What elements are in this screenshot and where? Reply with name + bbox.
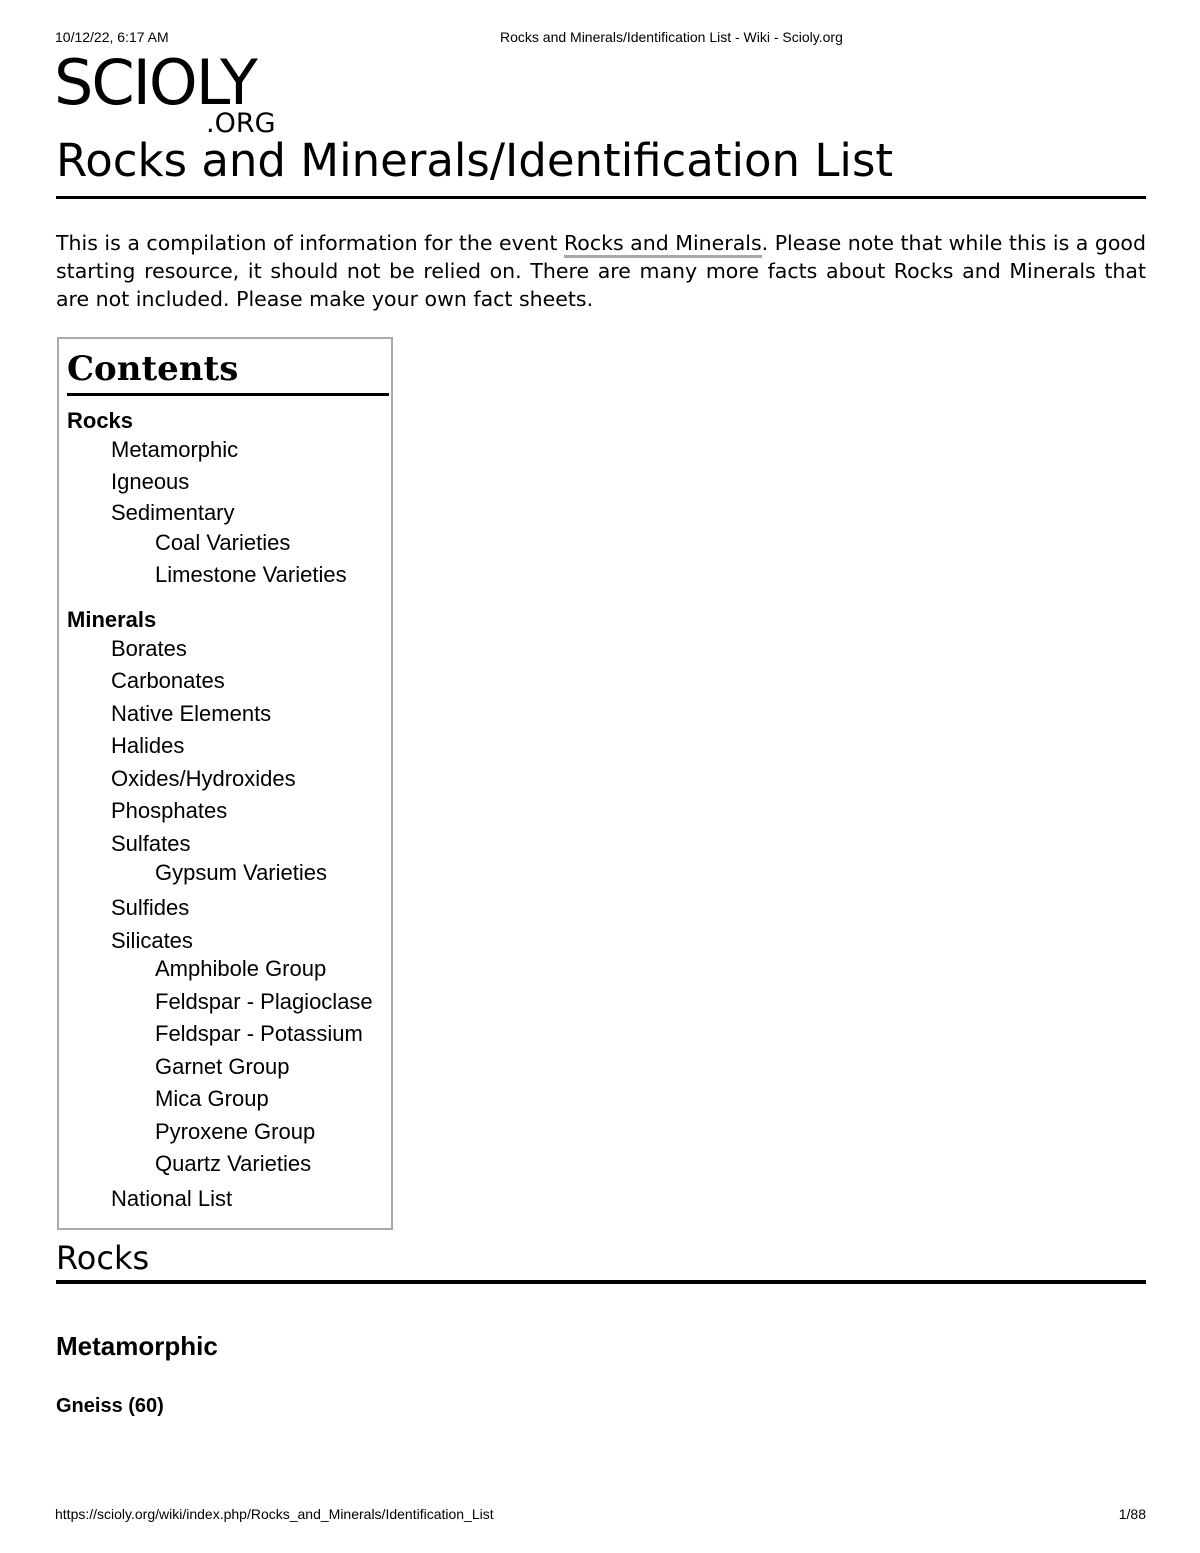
toc-item-carbonates[interactable]: Carbonates: [111, 668, 225, 693]
toc-item-oxides-hydroxides[interactable]: Oxides/Hydroxides: [111, 766, 296, 791]
toc-item-borates[interactable]: Borates: [111, 636, 187, 661]
toc-item-sedimentary[interactable]: Sedimentary: [111, 500, 235, 525]
scioly-logo[interactable]: [54, 46, 294, 139]
toc-item-phosphates[interactable]: Phosphates: [111, 798, 228, 823]
toc-item-halides[interactable]: Halides: [111, 733, 185, 758]
toc-item-rocks[interactable]: Rocks: [67, 408, 134, 433]
toc-item-silicates[interactable]: Silicates: [111, 928, 193, 953]
subsection-heading-metamorphic: Metamorphic: [56, 1331, 218, 1361]
print-footer: [0, 1506, 1200, 1526]
toc-item-national-list[interactable]: National List: [111, 1186, 233, 1211]
toc-item-quartz-varieties[interactable]: Quartz Varieties: [155, 1151, 312, 1176]
print-page-number: 1/88: [1118, 1506, 1146, 1522]
page-title: Rocks and Minerals/Identification List: [56, 134, 894, 187]
intro-paragraph: [56, 229, 1146, 313]
toc-item-sulfides[interactable]: Sulfides: [111, 895, 190, 920]
toc-divider: [67, 393, 389, 396]
print-datetime: 10/12/22, 6:17 AM: [55, 29, 169, 45]
toc-title: Contents: [67, 349, 239, 389]
table-of-contents: [57, 337, 393, 1230]
toc-item-garnet-group[interactable]: Garnet Group: [155, 1054, 290, 1079]
toc-item-igneous[interactable]: Igneous: [111, 469, 190, 494]
rocks-and-minerals-link[interactable]: Rocks and Minerals: [564, 231, 762, 258]
logo-domain: .ORG: [206, 108, 276, 139]
toc-item-feldspar-potassium[interactable]: Feldspar - Potassium: [155, 1021, 363, 1046]
print-document-title: Rocks and Minerals/Identification List - Wiki - Scioly.org: [500, 29, 843, 45]
intro-text-after: . Please note that while this is a good starting resource, it should not be relied on. There are many more facts about Rocks and Minerals that are not included. Please make your own fact sheets.: [56, 231, 1146, 311]
intro-text-before: This is a compilation of information for the event: [56, 231, 564, 255]
toc-item-native-elements[interactable]: Native Elements: [111, 701, 272, 726]
toc-item-gypsum-varieties[interactable]: Gypsum Varieties: [155, 860, 327, 885]
toc-item-feldspar-plagioclase[interactable]: Feldspar - Plagioclase: [155, 989, 373, 1014]
toc-item-pyroxene-group[interactable]: Pyroxene Group: [155, 1119, 316, 1144]
section-heading-rocks: Rocks: [56, 1239, 150, 1277]
toc-item-metamorphic[interactable]: Metamorphic: [111, 437, 239, 462]
toc-item-amphibole-group[interactable]: Amphibole Group: [155, 956, 327, 981]
item-heading-gneiss: Gneiss (60): [56, 1395, 164, 1417]
logo-wordmark: SCIOLY: [54, 46, 256, 119]
toc-item-limestone-varieties[interactable]: Limestone Varieties: [155, 562, 347, 587]
print-url: https://scioly.org/wiki/index.php/Rocks_and_Minerals/Identification_List: [55, 1506, 494, 1522]
toc-item-coal-varieties[interactable]: Coal Varieties: [155, 530, 291, 555]
toc-item-mica-group[interactable]: Mica Group: [155, 1086, 269, 1111]
title-divider: [56, 196, 1146, 199]
section-divider: [56, 1280, 1146, 1284]
toc-item-sulfates[interactable]: Sulfates: [111, 831, 191, 856]
toc-item-minerals[interactable]: Minerals: [67, 607, 157, 632]
